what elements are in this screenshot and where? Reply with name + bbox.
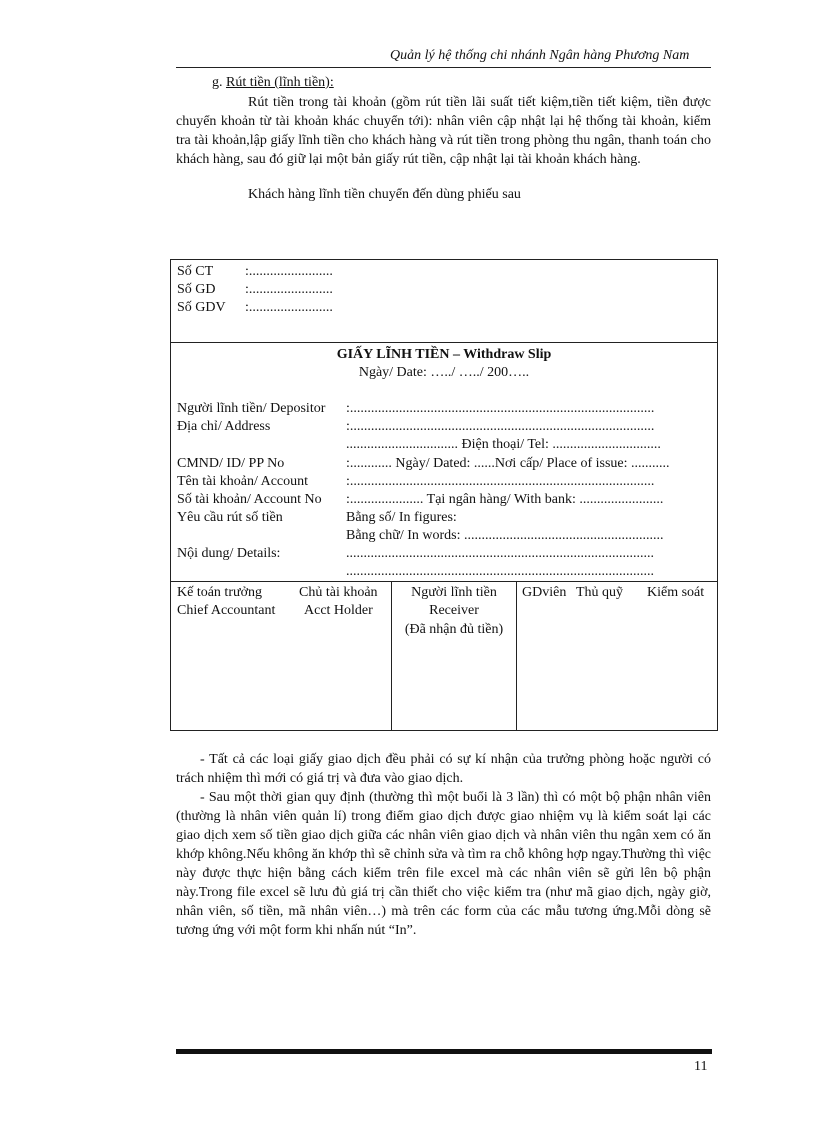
account-no-field: :..................... Tại ngân hàng/ With bank: ........................ [346, 492, 664, 507]
code-value-gd: :........................ [245, 282, 333, 297]
intro-paragraph [176, 93, 711, 169]
running-header: Quản lý hệ thống chi nhánh Ngân hàng Phương Nam [390, 48, 690, 63]
id-label: CMND/ ID/ PP No [177, 456, 285, 471]
note-paragraph-2: - Sau một thời gian quy định (thường thì một buổi là 3 lần) thì có một bộ phận nhân viên (thường là nhân viên quản lí) trong điểm giao dịch được giao nhiệm vụ là kiểm soát lại các giao dịch xem số tiền giao dịch giữa các nhân viên giao dịch và nhân viên thu ngân xem có ăn khớp không.Nếu không ăn khớp thì sẽ chỉnh sửa và tìm ra chỗ không hợp ngay.Thường thì việc này được thực hiện bằng cách kiểm trên file excel mà các nhân viên sẽ gửi lên bộ phận này.Trong file excel sẽ lưu đủ giá trị cần thiết cho việc kiểm tra (như mã giao dịch, ngày giờ, nhân viên, số tiền, mã nhân viên…) mà trên các form của các mẫu tương ứng.Mỗi dòng sẽ tương ứng với một form khi nhấn nút “In”. [176, 790, 711, 938]
code-label-ct: Số CT [177, 264, 214, 279]
controller-label: Kiểm soát [647, 585, 705, 600]
header-rule [176, 67, 711, 68]
intro-text: Rút tiền trong tài khoản (gồm rút tiền lãi suất tiết kiệm,tiền tiết kiệm, tiền được chuyển khoản từ tài khoản khác chuyển tới): nhân viên cập nhật lại hệ thống tài khoản, kiểm tra tài khoản,lập giấy lĩnh tiền cho khách hàng và rút tiền trong phòng thu ngân, thanh toán cho khách hàng, sau đó giữ lại một bản giấy rút tiền, cập nhật lại tài khoản khách hàng. [176, 95, 711, 167]
chief-accountant-label-en: Chief Accountant [177, 603, 276, 618]
code-label-gd: Số GD [177, 282, 216, 297]
chief-accountant-label: Kế toán trưởng [177, 585, 262, 600]
account-name-field: :....................................................................................... [346, 474, 655, 489]
acct-holder-label-en: Acct Holder [304, 603, 373, 618]
section-heading [212, 75, 334, 91]
signature-divider-2 [516, 581, 517, 731]
acct-holder-label: Chủ tài khoản [299, 585, 378, 600]
address-phone-field: ................................ Điện thoại/ Tel: ............................... [346, 437, 661, 452]
code-value-gdv: :........................ [245, 300, 333, 315]
intro-paragraph-2: Khách hàng lĩnh tiền chuyển đến dùng phiếu sau [248, 187, 521, 202]
account-name-label: Tên tài khoản/ Account [177, 474, 309, 489]
request-label: Yêu cầu rút số tiền [177, 510, 283, 525]
divider-codes [171, 342, 717, 343]
slip-title: GIẤY LĨNH TIỀN – Withdraw Slip [336, 347, 552, 362]
details-label: Nội dung/ Details: [177, 546, 281, 561]
depositor-label: Người lĩnh tiền/ Depositor [177, 401, 326, 416]
depositor-field: :....................................................................................... [346, 401, 655, 416]
details-field: ........................................................................................ [346, 546, 654, 561]
address-field: :....................................................................................... [346, 419, 655, 434]
receiver-label: Người lĩnh tiền [411, 585, 497, 600]
cashier-label: Thủ quỹ [576, 585, 624, 600]
slip-date-line: Ngày/ Date: …../ …../ 200….. [358, 365, 530, 380]
details-field-2: ........................................................................................ [346, 564, 654, 579]
footer-rule [176, 1049, 712, 1054]
section-title: Rút tiền (lĩnh tiền): [226, 75, 334, 90]
id-field: :............ Ngày/ Dated: ......Nơi cấp/ Place of issue: ........... [346, 456, 670, 471]
withdraw-slip-form [170, 259, 718, 731]
code-label-gdv: Số GDV [177, 300, 226, 315]
receiver-note: (Đã nhận đủ tiền) [404, 622, 504, 637]
teller-label: GDviên [522, 585, 567, 600]
code-value-ct: :........................ [245, 264, 333, 279]
divider-signatures [171, 581, 717, 582]
receiver-label-en: Receiver [429, 603, 479, 618]
note-paragraph-1: - Tất cả các loại giấy giao dịch đều phải có sự kí nhận của trưởng phòng hoặc người có trách nhiệm thì mới có giá trị và đưa vào giao dịch. [176, 752, 711, 786]
page-number: 11 [694, 1059, 708, 1074]
account-no-label: Số tài khoản/ Account No [177, 492, 322, 507]
amount-figures-field: Bằng số/ In figures: [346, 510, 457, 525]
section-label: g. [212, 75, 223, 90]
amount-words-field: Bằng chữ/ In words: ......................................................... [346, 528, 664, 543]
address-label: Địa chỉ/ Address [177, 419, 271, 434]
